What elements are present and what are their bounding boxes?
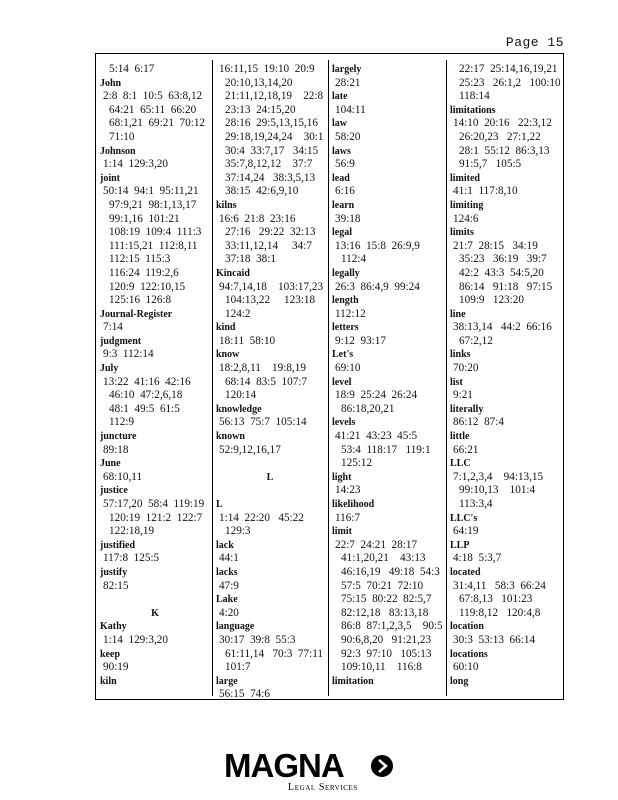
page-reference: 4:18 5:3,7: [453, 552, 502, 565]
index-column-3: [332, 63, 442, 693]
page-reference: 7:14: [103, 321, 123, 334]
index-term: L: [216, 498, 223, 511]
page-reference: 13:16 15:8 26:9,9: [335, 239, 420, 252]
page-reference: 44:1: [219, 552, 239, 565]
page-reference-continued: 37:14,24 38:3,5,13: [225, 171, 316, 184]
page-reference: 9:3 112:14: [103, 348, 154, 361]
index-term: lacks: [216, 566, 238, 579]
page-reference-continued: 125:12: [341, 457, 373, 470]
magna-logo: [224, 747, 404, 795]
page-reference-continued: 41:1,20,21 43:13: [341, 552, 426, 565]
index-term: Lake: [216, 593, 238, 606]
page-reference: 1:14 129:3,20: [103, 158, 168, 171]
index-column-4: [450, 63, 562, 693]
index-column-1: [100, 63, 210, 693]
logo-wordmark: MAGNA: [224, 747, 344, 784]
page-reference: 30:17 39:8 55:3: [219, 633, 296, 646]
page-reference-continued: 30:4 33:7,17 34:15: [225, 144, 319, 157]
page-reference: 117:8 125:5: [103, 552, 160, 565]
index-term: justice: [100, 485, 128, 497]
page-reference: 38:13,14 44:2 66:16: [453, 321, 552, 334]
index-term: know: [216, 349, 240, 361]
page-reference: 16:6 21:8 23:16: [219, 212, 296, 225]
page-reference-continued: 120:9 122:10,15: [109, 280, 186, 293]
index-term: length: [332, 294, 359, 307]
column-divider: [212, 60, 213, 696]
page-reference-continued: 119:8,12 120:4,8: [459, 606, 541, 619]
page-reference-continued: 25:23 26:1,2 100:10: [459, 76, 561, 89]
page-reference-continued: 122:18,19: [109, 525, 155, 538]
page-reference-continued: 5:14 6:17: [109, 63, 155, 75]
index-term: kind: [216, 321, 236, 334]
index-term: LLC: [450, 457, 471, 470]
page-reference: 58:20: [335, 130, 361, 143]
page-reference-continued: 86:18,20,21: [341, 402, 395, 415]
index-term: John: [100, 77, 122, 89]
index-term: likelihood: [332, 498, 375, 511]
spacer: [216, 484, 324, 498]
index-term: largely: [332, 63, 362, 76]
index-term: LLC's: [450, 512, 478, 524]
index-term: kiln: [100, 675, 117, 687]
page-reference: 13:22 41:16 42:16: [103, 375, 191, 388]
page-reference: 86:12 87:4: [453, 416, 504, 429]
chevron-right-icon: [371, 755, 393, 777]
page-reference-continued: 118:14: [459, 90, 490, 103]
page-reference: 22:7 24:21 28:17: [335, 538, 418, 551]
index-term: list: [450, 376, 463, 388]
page-reference: 70:20: [453, 362, 479, 375]
page-reference-continued: 67:2,12: [459, 334, 493, 347]
page-reference: 89:18: [103, 443, 129, 456]
page-reference: 57:17,20 58:4 119:19: [103, 498, 205, 510]
page-reference: 104:11: [335, 103, 366, 116]
page-reference: 1:14 22:20 45:22: [219, 511, 304, 524]
page-reference-continued: 129:3: [225, 525, 251, 538]
page-reference-continued: 99:10,13 101:4: [459, 484, 536, 497]
page-reference: 66:21: [453, 443, 479, 456]
index-term: Journal-Register: [100, 308, 173, 320]
index-term: line: [450, 308, 466, 320]
page-reference-continued: 38:15 42:6,9,10: [225, 185, 299, 198]
page-reference-continued: 46:16,19 49:18 54:3: [341, 565, 440, 578]
page-reference: 16:11,15 19:10 20:9: [219, 63, 315, 75]
page-reference: 21:7 28:15 34:19: [453, 239, 538, 252]
page-reference: 31:4,11 58:3 66:24: [453, 579, 546, 592]
page-reference: 68:10,11: [103, 470, 143, 483]
index-term: known: [216, 430, 245, 443]
page-reference: 30:3 53:13 66:14: [453, 633, 536, 646]
page-reference: 39:18: [335, 212, 361, 225]
page-reference-continued: 120:14: [225, 389, 257, 402]
index-term: little: [450, 430, 470, 443]
page-reference: 9:21: [453, 389, 473, 402]
page-reference-continued: 90:6,8,20 91:21,23: [341, 633, 432, 646]
index-term: light: [332, 471, 352, 484]
page-reference-continued: 28:1 55:12 86:3,13: [459, 144, 550, 157]
page-reference-continued: 97:9,21 98:1,13,17: [109, 198, 197, 211]
page-reference-continued: 21:11,12,18,19 22:8: [225, 90, 324, 103]
page-reference-continued: 29:18,19,24,24 30:1: [225, 130, 324, 143]
page-reference-continued: 53:4 118:17 119:1: [341, 443, 431, 456]
column-divider: [446, 60, 447, 696]
index-term: joint: [100, 172, 120, 185]
index-term: June: [100, 457, 121, 470]
page-reference-continued: 35:23 36:19 39:7: [459, 253, 547, 266]
page-reference-continued: 112:15 115:3: [109, 253, 171, 266]
index-term: kilns: [216, 199, 237, 212]
page-reference-continued: 109:10,11 116:8: [341, 661, 422, 674]
page-reference-continued: 111:15,21 112:8,11: [109, 239, 198, 252]
index-term: locations: [450, 648, 488, 660]
page-reference-continued: 92:3 97:10 105:13: [341, 647, 432, 660]
page-reference: 94:7,14,18 103:17,23: [219, 280, 324, 293]
page-reference: 18:11 58:10: [219, 334, 276, 347]
index-term: limit: [332, 525, 352, 538]
page-reference-continued: 82:12,18 83:13,18: [341, 606, 429, 619]
index-term: keep: [100, 648, 120, 660]
page-reference: 7:1,2,3,4 94:13,15: [453, 470, 544, 483]
page-reference-continued: 108:19 109:4 111:3: [109, 226, 202, 239]
page-reference: 28:21: [335, 76, 361, 89]
page-reference-continued: 48:1 49:5 61:5: [109, 402, 180, 415]
page-reference-continued: 86:14 91:18 97:15: [459, 280, 553, 293]
page-reference: 2:8 8:1 10:5 63:8,12: [103, 90, 203, 103]
index-term: law: [332, 118, 347, 130]
page-number-label: Page 15: [505, 35, 564, 50]
page-reference-continued: 71:10: [109, 130, 135, 143]
page-reference: 1:14 129:3,20: [103, 633, 168, 646]
index-term: large: [216, 675, 238, 687]
page-reference: 14:23: [335, 484, 361, 497]
index-term: lack: [216, 539, 234, 552]
page-reference-continued: 61:11,14 70:3 77:11: [225, 647, 323, 660]
page-reference-continued: 116:24 119:2,6: [109, 266, 179, 279]
page-reference-continued: 26:20,23 27:1,22: [459, 130, 541, 143]
index-term: legally: [332, 267, 360, 280]
page-reference-continued: 20:10,13,14,20: [225, 76, 293, 89]
index-term: LLP: [450, 539, 470, 552]
page-reference: 69:10: [335, 362, 361, 375]
page-reference-continued: 23:13 24:15,20: [225, 103, 296, 116]
index-term: Kincaid: [216, 267, 250, 280]
page-reference: 6:16: [335, 185, 355, 198]
page-reference-continued: 27:16 29:22 32:13: [225, 226, 316, 239]
index-term: July: [100, 362, 119, 375]
page-reference: 41:21 43:23 45:5: [335, 430, 418, 443]
column-divider: [328, 60, 329, 696]
index-column-2: [216, 63, 324, 701]
index-term: links: [450, 349, 471, 361]
page-reference: 9:12 93:17: [335, 334, 386, 347]
index-term: literally: [450, 403, 484, 416]
index-term: justified: [100, 539, 135, 552]
page-reference: 60:10: [453, 661, 479, 674]
page-reference: 82:15: [103, 579, 129, 592]
index-term: limited: [450, 172, 480, 185]
index-term: Kathy: [100, 621, 127, 633]
page-reference-continued: 99:1,16 101:21: [109, 212, 180, 225]
page-reference-continued: 124:2: [225, 307, 251, 320]
page-reference-continued: 91:5,7 105:5: [459, 158, 522, 171]
page-reference-continued: 113:3,4: [459, 498, 493, 510]
page-reference: 18:2,8,11 19:8,19: [219, 362, 306, 375]
index-term: location: [450, 621, 484, 633]
page-reference: 4:20: [219, 606, 239, 619]
page-reference-continued: 112:4: [341, 253, 367, 266]
index-term: laws: [332, 145, 351, 157]
page-reference: 41:1 117:8,10: [453, 185, 518, 198]
index-term: juncture: [100, 430, 137, 443]
page-reference: 64:19: [453, 525, 479, 538]
page-reference-continued: 86:8 87:1,2,3,5 90:5: [341, 620, 443, 633]
page-reference: 26:3 86:4,9 99:24: [335, 280, 420, 293]
page-reference-continued: 22:17 25:14,16,19,21: [459, 63, 558, 75]
index-term: late: [332, 90, 348, 103]
index-term: located: [450, 566, 481, 579]
spacer: [100, 593, 210, 607]
page-reference: 56:15 74:6: [219, 688, 270, 701]
page-reference: 112:12: [335, 307, 366, 320]
index-term: limiting: [450, 199, 484, 212]
index-term: language: [216, 621, 255, 633]
index-term: justify: [100, 566, 128, 579]
page-reference: 124:6: [453, 212, 479, 225]
index-term: limitation: [332, 675, 374, 687]
index-frame: [95, 53, 564, 700]
page-reference-continued: 33:11,12,14 34:7: [225, 239, 312, 252]
spacer: [216, 457, 324, 471]
section-letter: L: [266, 471, 274, 483]
page-reference: 90:19: [103, 661, 129, 674]
index-term: judgment: [100, 335, 142, 348]
index-term: letters: [332, 321, 359, 334]
index-term: limits: [450, 226, 474, 239]
page-reference-continued: 68:14 83:5 107:7: [225, 375, 308, 388]
page-reference-continued: 64:21 65:11 66:20: [109, 103, 197, 116]
index-term: level: [332, 376, 352, 388]
page-reference: 52:9,12,16,17: [219, 443, 281, 456]
index-term: Johnson: [100, 145, 136, 157]
page-reference-continued: 125:16 126:8: [109, 294, 172, 307]
section-letter: K: [151, 607, 159, 619]
page-reference-continued: 109:9 123:20: [459, 294, 524, 307]
index-term: long: [450, 675, 469, 687]
page-reference-continued: 67:8,13 101:23: [459, 593, 533, 606]
index-term: limitations: [450, 104, 496, 117]
page-reference-continued: 57:5 70:21 72:10: [341, 579, 424, 592]
page-reference: 116:7: [335, 511, 361, 524]
page-reference: 56:13 75:7 105:14: [219, 416, 307, 429]
index-term: knowledge: [216, 403, 262, 416]
page-reference: 18:9 25:24 26:24: [335, 389, 418, 402]
index-term: lead: [332, 172, 350, 185]
logo-subtitle: Legal Services: [288, 782, 358, 793]
index-term: Let's: [332, 349, 354, 361]
page-reference: 50:14 94:1 95:11,21: [103, 185, 199, 198]
index-term: learn: [332, 199, 355, 212]
index-term: legal: [332, 226, 352, 239]
page-reference-continued: 35:7,8,12,12 37:7: [225, 158, 313, 171]
page-reference: 56:9: [335, 158, 355, 171]
page-reference-continued: 28:16 29:5,13,15,16: [225, 117, 318, 130]
page-reference: 14:10 20:16 22:3,12: [453, 117, 552, 130]
page-reference-continued: 46:10 47:2,6,18: [109, 389, 183, 402]
page-reference-continued: 104:13,22 123:18: [225, 294, 316, 307]
page-reference-continued: 68:1,21 69:21 70:12: [109, 117, 206, 130]
page-reference-continued: 42:2 43:3 54:5,20: [459, 266, 544, 279]
index-term: levels: [332, 417, 356, 429]
page-reference-continued: 37:18 38:1: [225, 253, 276, 266]
page-reference-continued: 112:9: [109, 416, 135, 429]
page-reference-continued: 101:7: [225, 661, 251, 674]
page-reference-continued: 120:19 121:2 122:7: [109, 511, 203, 524]
page-reference-continued: 75:15 80:22 82:5,7: [341, 593, 432, 606]
page-reference: 47:9: [219, 579, 239, 592]
